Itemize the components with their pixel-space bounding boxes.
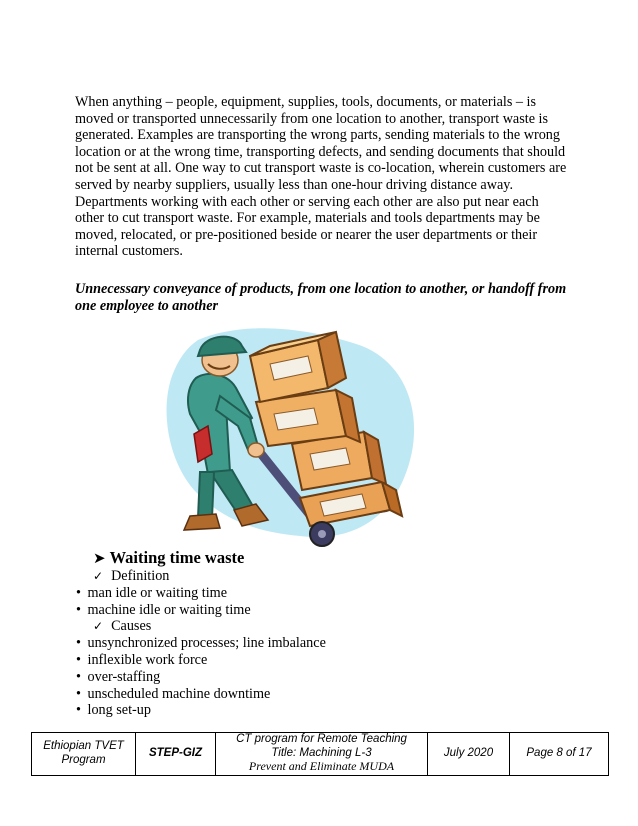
list-item: • over-staffing — [76, 668, 161, 685]
waiting-time-waste-heading: ➤ Waiting time waste — [93, 548, 245, 567]
list-item: • machine idle or waiting time — [76, 601, 251, 618]
footer-org: STEP-GIZ — [136, 733, 216, 776]
waiting-time-list — [76, 568, 326, 719]
definition-label: ✓ Definition — [93, 568, 170, 584]
worker-hand-truck-icon — [150, 322, 420, 550]
page-footer — [31, 732, 609, 776]
checkmark-icon: ✓ — [93, 619, 104, 634]
list-item: • unscheduled machine downtime — [76, 685, 271, 702]
footer-ct-program: CT program for Remote Teaching Title: Machining L-3 Prevent and Eliminate MUDA — [216, 733, 428, 776]
causes-label: ✓ Causes — [93, 618, 152, 635]
list-item: • long set-up — [76, 702, 151, 719]
footer-date: July 2020 — [428, 733, 510, 776]
list-item: • man idle or waiting time — [76, 584, 227, 601]
footer-page-number: Page 8 of 17 — [510, 733, 609, 776]
list-item: • inflexible work force — [76, 651, 208, 668]
footer-program: Ethiopian TVET Program — [32, 733, 136, 776]
conveyance-subheading: Unnecessary conveyance of products, from one location to another, or handoff from one employee to another — [75, 281, 567, 314]
arrow-bullet-icon: ➤ — [93, 549, 106, 567]
list-item: • unsynchronized processes; line imbalance — [76, 635, 326, 652]
transport-waste-paragraph: When anything – people, equipment, supplies, tools, documents, or materials – is moved or transported unnecessarily from one location to another, transport waste is generated. Examples are transporting the wrong parts, sending materials to the wrong location or at the wrong time, transporting defects, and sending documents that should not be sent at all. One way to cut transport waste is co-location, wherein customers are served by nearby suppliers, usually less than one-hour driving distance away. Departments working with each other or serving each other are also put near each other to cut transport waste. For example, materials and tools departments may be moved, relocated, or pre-positioned beside or nearer the user departments or their internal customers. — [75, 94, 567, 260]
checkmark-icon: ✓ — [93, 569, 104, 583]
